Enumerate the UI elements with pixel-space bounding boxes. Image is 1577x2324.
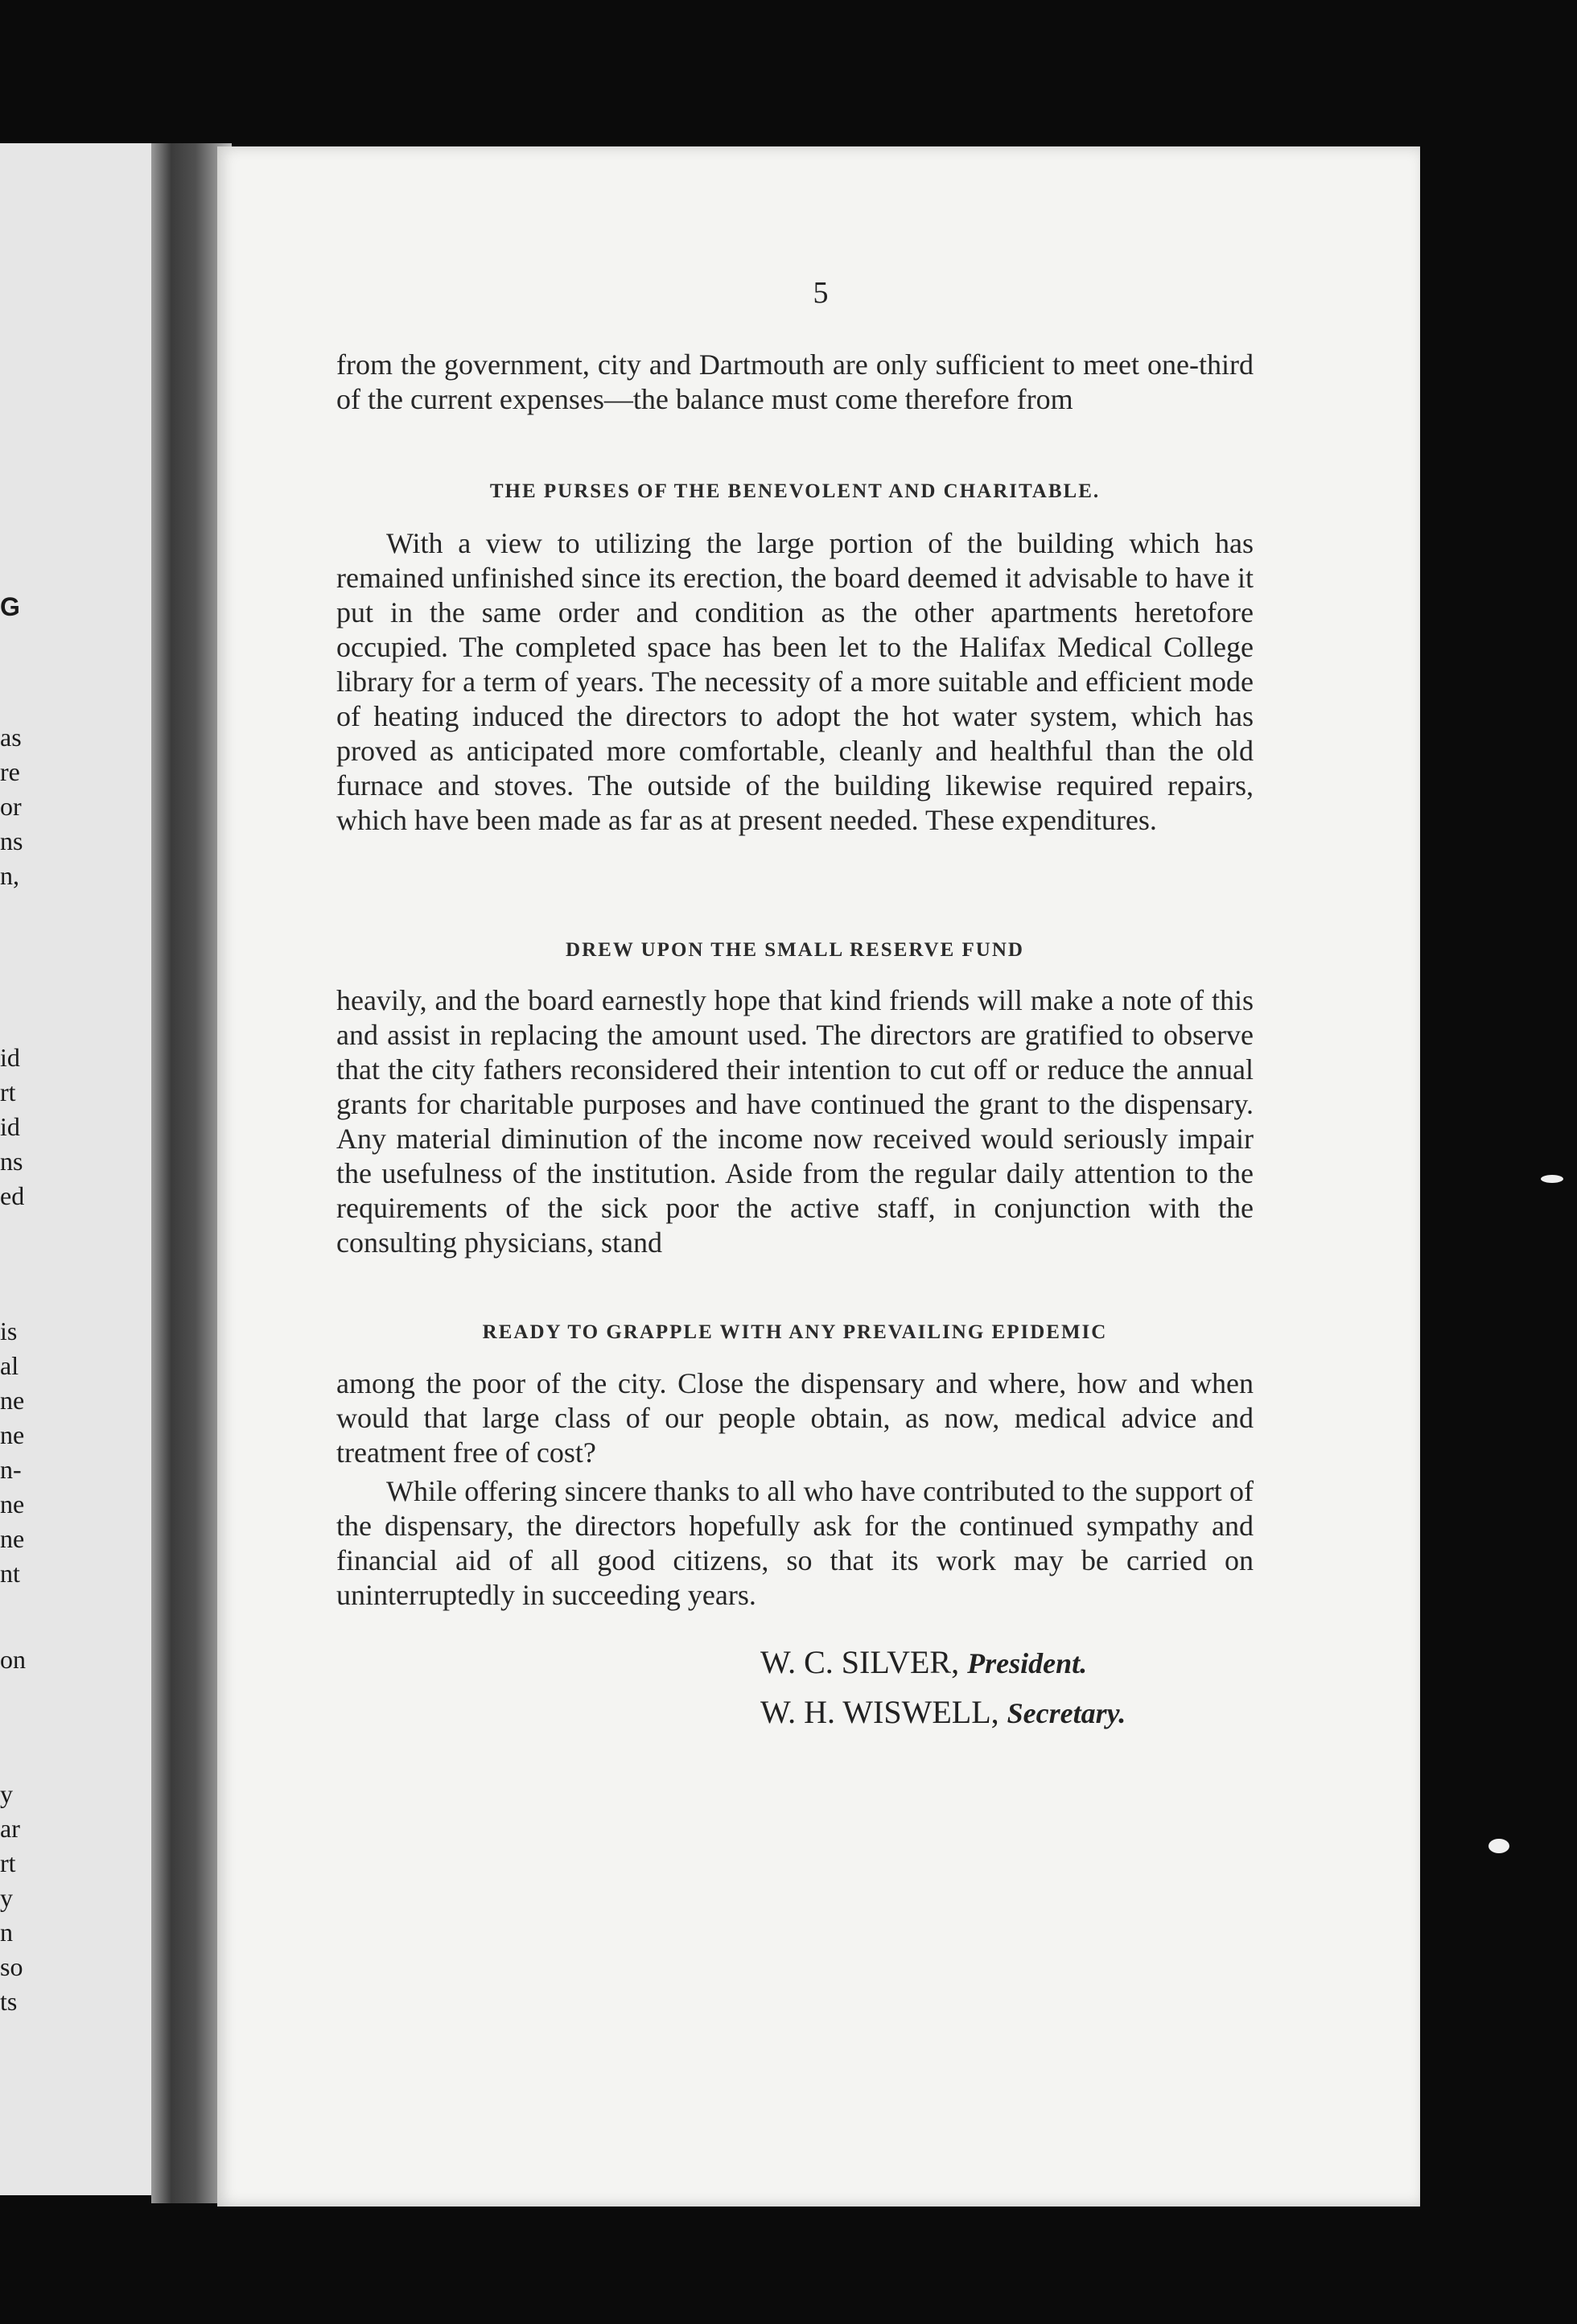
left-page-fragment: ns <box>0 826 23 855</box>
section-heading: THE PURSES OF THE BENEVOLENT AND CHARITABLE. <box>489 480 1101 502</box>
scan-speck <box>1541 1175 1563 1183</box>
section-heading: READY TO GRAPPLE WITH ANY PREVAILING EPIDEMIC <box>482 1321 1108 1343</box>
left-page-fragment: re <box>0 757 20 786</box>
left-page-fragment: ne <box>0 1490 25 1518</box>
signature-president <box>760 1643 1087 1681</box>
left-page-fragment: ed <box>0 1181 25 1210</box>
left-page-fragment: n- <box>0 1455 22 1484</box>
left-page-fragment: nt <box>0 1559 20 1588</box>
left-page-fragment: is <box>0 1317 18 1345</box>
paragraph-grants: heavily, and the board earnestly hope that kind friends will make a note of this and assist in replacing the amount used. The directors are gratified to observe that the city fathers reconsidered their intention to cut off or reduce the annual grants for charitable purposes and have continued the grant to the dispensary. Any material diminution of the income now received would seriously impair the usefulness of the institution. Aside from the regular daily attention to the requirements of the sick poor the active staff, in conjunction with the consulting physicians, stand <box>336 984 1254 1259</box>
left-page-fragment: or <box>0 792 22 821</box>
paragraph-thanks: While offering sincere thanks to all who have contributed to the support of the dispensary, the directors hopefully ask for the continued sympathy and financial aid of all good citizens, so that its work may be carried on uninterruptedly in succeeding years. <box>336 1475 1254 1611</box>
signature-title: Secretary. <box>1007 1697 1126 1729</box>
left-page-fragment: rt <box>0 1848 16 1877</box>
signature-secretary <box>760 1693 1126 1731</box>
left-page-fragment: ar <box>0 1814 20 1843</box>
left-page-fragment: y <box>0 1779 13 1808</box>
left-page-fragment: on <box>0 1645 26 1674</box>
signature-title: President. <box>967 1647 1088 1679</box>
left-page-fragment: al <box>0 1351 19 1380</box>
left-page-fragment: ne <box>0 1420 25 1449</box>
left-page-fragment: ne <box>0 1524 25 1553</box>
scan-speck <box>1488 1839 1509 1853</box>
left-page-fragment: ne <box>0 1386 25 1415</box>
signature-name: W. C. SILVER, <box>760 1644 960 1680</box>
left-page-fragment: ns <box>0 1147 23 1176</box>
left-page-fragment: n <box>0 1918 13 1947</box>
left-page-fragment: id <box>0 1043 20 1072</box>
left-page-fragment: id <box>0 1112 20 1141</box>
paragraph-dispensary: among the poor of the city. Close the dispensary and where, how and when would that large class of our people obtain, as now, medical advice and treatment free of cost? <box>336 1367 1254 1469</box>
left-page-fragment: so <box>0 1952 23 1981</box>
paragraph-opening: from the government, city and Dartmouth are only sufficient to meet one-third of the current expenses—the balance must come therefore from <box>336 348 1254 415</box>
page-number: 5 <box>813 276 829 310</box>
section-heading: DREW UPON THE SMALL RESERVE FUND <box>566 939 1024 961</box>
left-page-fragment: ts <box>0 1987 18 2016</box>
left-page-fragment: G <box>0 592 20 621</box>
document-page <box>217 146 1420 2207</box>
paragraph-building: With a view to utilizing the large portion of the building which has remained unfinished since its erection, the board deemed it advisable to have it put in the same order and condition as the other apartments heretofore occupied. The completed space has been let to the Halifax Medical College library for a term of years. The necessity of a more suitable and efficient mode of heating induced the directors to adopt the hot water system, which has proved as anticipated more comfortable, cleanly and healthful than the old furnace and stoves. The outside of the building likewise required repairs, which have been made as far as at present needed. These expenditures. <box>336 527 1254 836</box>
left-page-fragment: rt <box>0 1078 16 1106</box>
signature-name: W. H. WISWELL, <box>760 1694 999 1730</box>
left-page-fragment: as <box>0 723 22 752</box>
previous-page-edge <box>0 143 165 2195</box>
left-page-fragment: n, <box>0 861 19 890</box>
left-page-fragment: y <box>0 1883 13 1912</box>
